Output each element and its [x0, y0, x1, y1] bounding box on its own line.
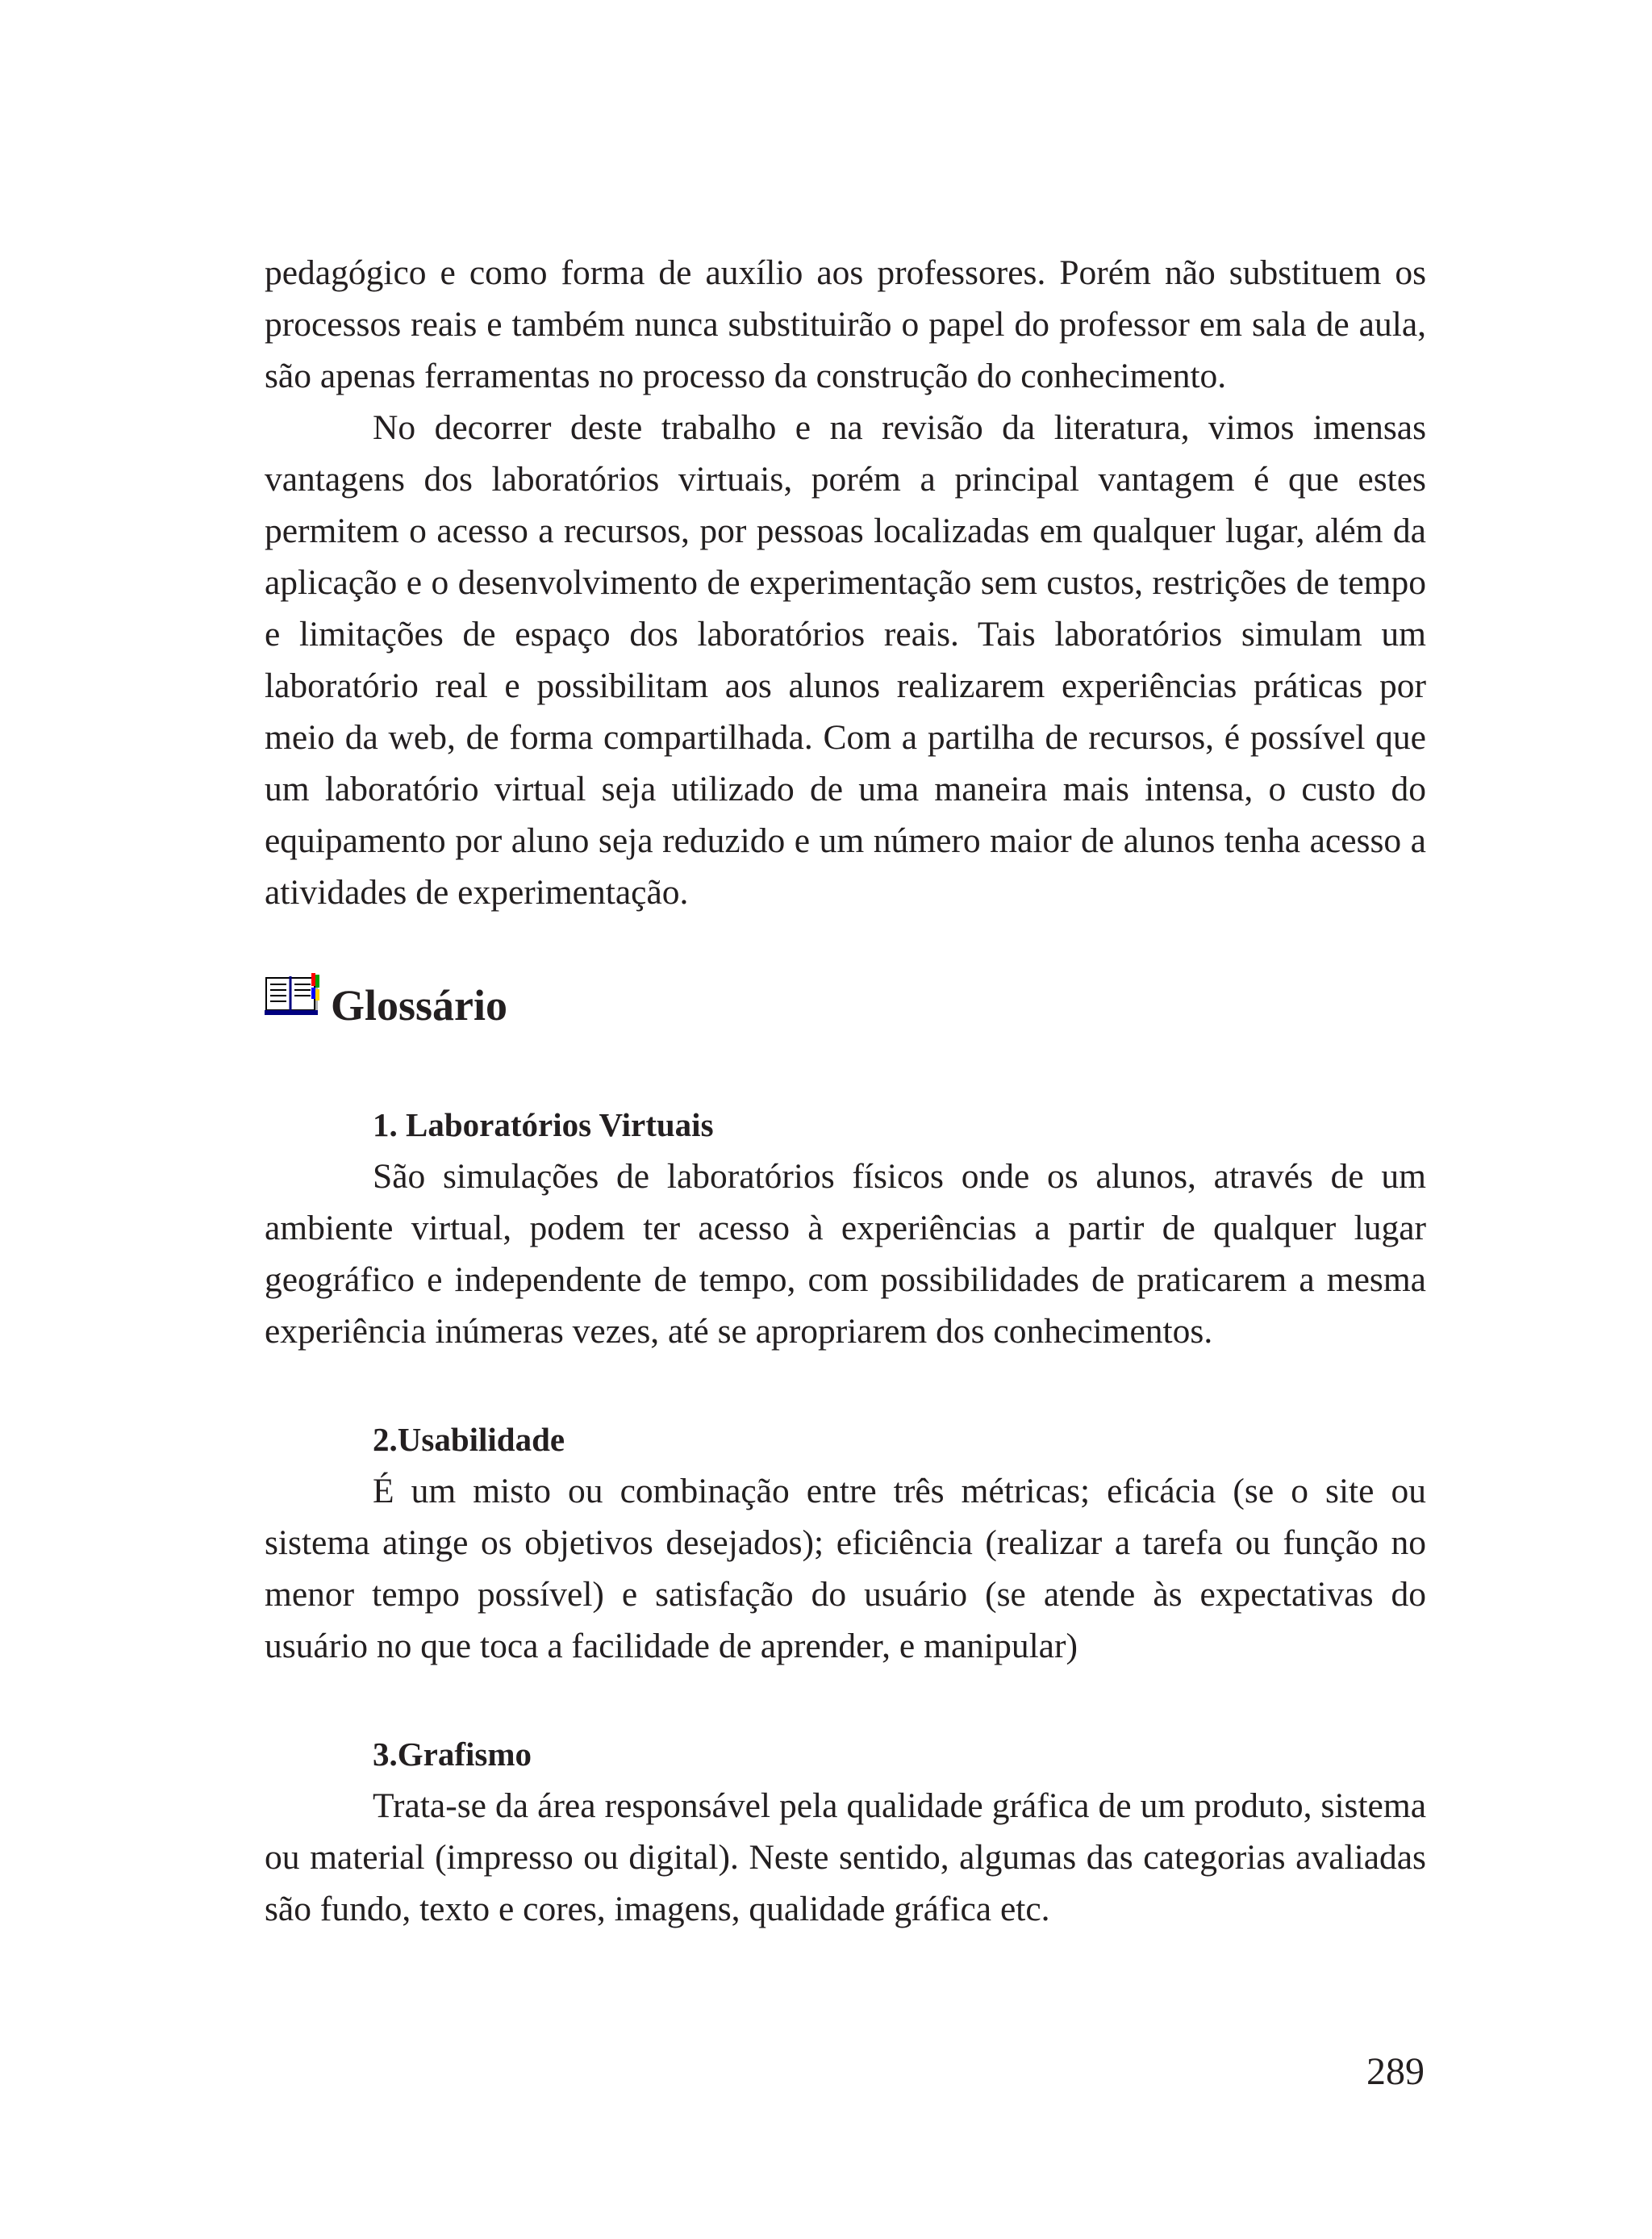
- glossary-book-icon: [265, 971, 321, 1018]
- glossary-entry-text: É um misto ou combinação entre três métricas; eficácia (se o site ou sistema atinge os objetivos desejados); eficiência (realizar a tarefa ou função no menor tempo possível) e satisfação do usuário (se atende às expectativas do usuário no que toca a facilidade de aprender, e manipular): [265, 1472, 1426, 1665]
- body-paragraph-continuation: pedagógico e como forma de auxílio aos professores. Porém não substituem os processos reais e também nunca substituirão o papel do professor em sala de aula, são apenas ferramentas no processo da construção do conhecimento.: [265, 253, 1426, 395]
- glossary-entry-title: 3.Grafismo: [373, 1736, 532, 1773]
- glossary-entry: [265, 1099, 1426, 1357]
- glossary-entry: [265, 1728, 1426, 1935]
- page-number: 289: [1366, 2050, 1425, 2093]
- body-paragraph: No decorrer deste trabalho e na revisão da literatura, vimos imensas vantagens dos laboratórios virtuais, porém a principal vantagem é que estes permitem o acesso a recursos, por pessoas localizadas em qualquer lugar, além da aplicação e o desenvolvimento de experimentação sem custos, restrições de tempo e limitações de espaço dos laboratórios reais. Tais laboratórios simulam um laboratório real e possibilitam aos alunos realizarem experiências práticas por meio da web, de forma compartilhada. Com a partilha de recursos, é possível que um laboratório virtual seja utilizado de uma maneira mais intensa, o custo do equipamento por aluno seja reduzido e um número maior de alunos tenha acesso a atividades de experimentação.: [265, 408, 1426, 912]
- page-content: [265, 247, 1426, 1935]
- glossary-entry-title: 1. Laboratórios Virtuais: [373, 1106, 714, 1143]
- glossary-entry-title: 2.Usabilidade: [373, 1421, 565, 1458]
- glossary-title: Glossário: [331, 981, 508, 1030]
- glossary-entry-text: Trata-se da área responsável pela qualidade gráfica de um produto, sistema ou material (impresso ou digital). Neste sentido, algumas das categorias avaliadas são fundo, texto e cores, imagens, qualidade gráfica etc.: [265, 1786, 1426, 1928]
- glossary-entry-text: São simulações de laboratórios físicos onde os alunos, através de um ambiente virtual, podem ter acesso à experiências a partir de qualquer lugar geográfico e independente de tempo, com possibilidades de praticarem a mesma experiência inúmeras vezes, até se apropriarem dos conhecimentos.: [265, 1157, 1426, 1351]
- glossary-entry: [265, 1414, 1426, 1672]
- glossary-heading: [265, 975, 1426, 1036]
